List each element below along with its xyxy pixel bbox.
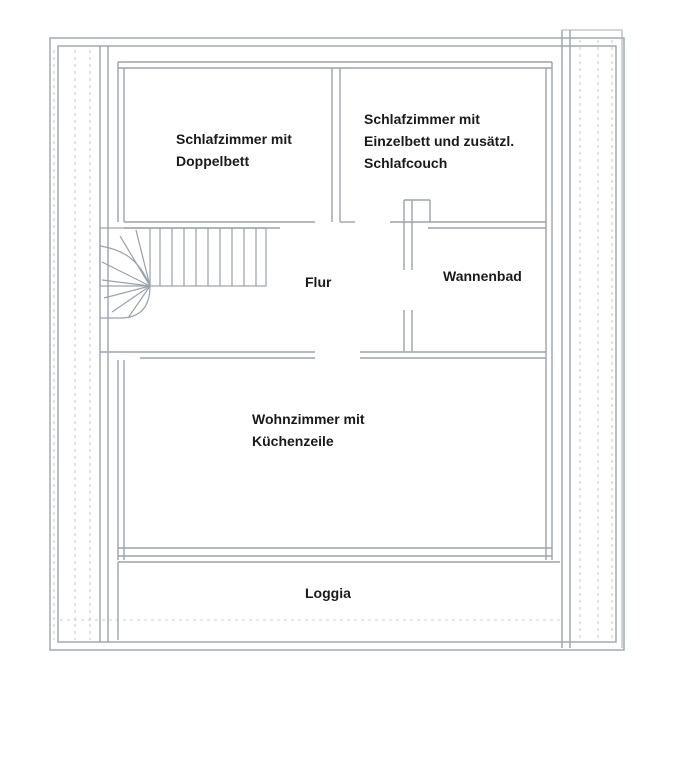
room-label-line: Wohnzimmer mit	[252, 411, 365, 427]
outer-walls	[50, 30, 624, 650]
room-label-bedroom-single	[364, 108, 514, 174]
room-label-line: Loggia	[305, 585, 351, 601]
room-label-line: Schlafcouch	[364, 155, 448, 171]
room-label-loggia	[305, 582, 351, 604]
room-label-bedroom-double	[176, 128, 292, 172]
room-label-line: Schlafzimmer mit	[176, 131, 292, 147]
room-label-line: Einzelbett und zusätzl.	[364, 133, 515, 149]
room-label-line: Doppelbett	[176, 153, 250, 169]
room-label-line: Küchenzeile	[252, 433, 334, 449]
room-label-bathroom	[443, 265, 522, 287]
wall-hatching	[54, 40, 612, 640]
room-label-line: Wannenbad	[443, 268, 522, 284]
room-label-line: Flur	[305, 274, 332, 290]
room-label-living	[252, 408, 365, 452]
room-label-hallway	[305, 271, 331, 293]
staircase	[100, 228, 266, 318]
room-label-line: Schlafzimmer mit	[364, 111, 480, 127]
